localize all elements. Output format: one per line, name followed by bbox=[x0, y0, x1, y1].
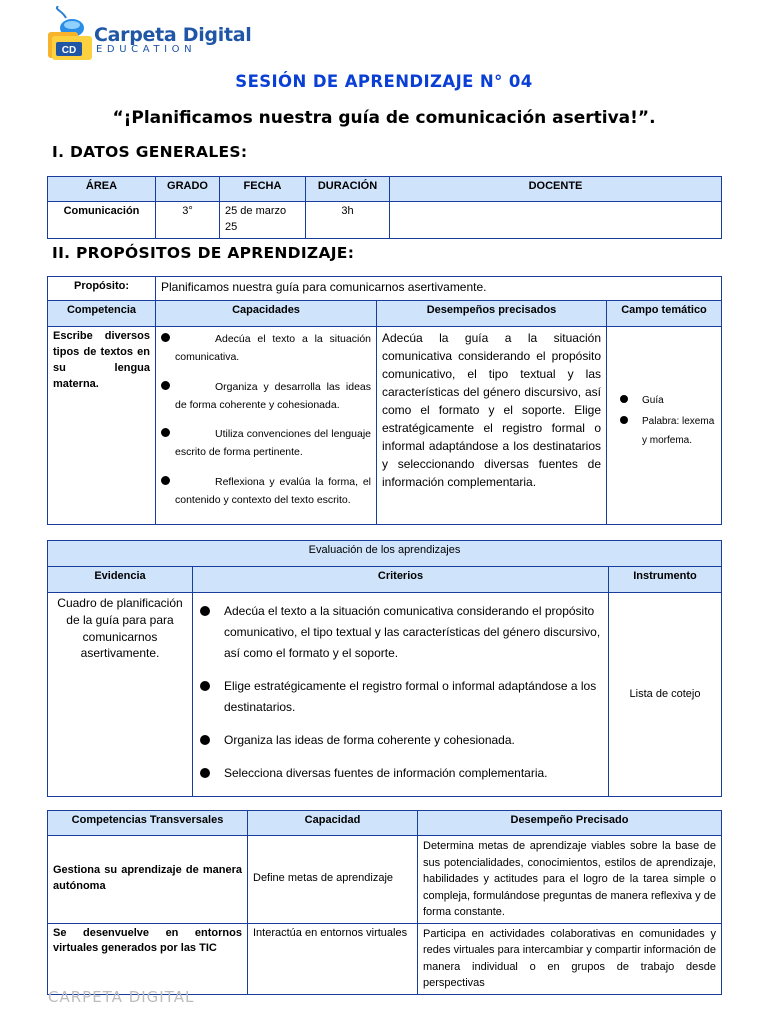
list-item: Palabra: lexema y morfema. bbox=[612, 412, 716, 450]
list-item: Guía bbox=[612, 391, 716, 410]
propositos-table bbox=[47, 276, 722, 525]
bullet-icon bbox=[620, 395, 628, 403]
criterios-cell bbox=[193, 593, 609, 797]
logo-subtitle: EDUCATION bbox=[96, 44, 197, 55]
bullet-icon bbox=[200, 768, 210, 778]
header-instrumento: Instrumento bbox=[609, 567, 722, 593]
datos-generales-table bbox=[47, 176, 722, 239]
transversal-competencia: Gestiona su aprendizaje de manera autónoma bbox=[48, 836, 248, 924]
header-capacidad: Capacidad bbox=[248, 811, 418, 836]
bullet-icon bbox=[200, 735, 210, 745]
list-item: Adecúa el texto a la situación comunicativa considerando el propósito comunicativo, el tipo textual y las características del género discursivo, así como el formato y el soporte. bbox=[198, 601, 603, 664]
header-grado: GRADO bbox=[156, 177, 220, 202]
header-area: ÁREA bbox=[48, 177, 156, 202]
bullet-icon bbox=[620, 416, 628, 424]
mouse-folder-logo-icon bbox=[46, 6, 96, 62]
bullet-icon bbox=[200, 681, 210, 691]
header-competencia: Competencia bbox=[48, 301, 156, 327]
list-item: Adecúa el texto a la situación comunicativa. bbox=[161, 331, 371, 367]
transversal-capacidad: Define metas de aprendizaje bbox=[248, 836, 418, 924]
transversal-competencia: Se desenvuelve en entornos virtuales generados por las TIC bbox=[48, 923, 248, 994]
header-desempenos: Desempeños precisados bbox=[377, 301, 607, 327]
header-campo-tematico: Campo temático bbox=[607, 301, 722, 327]
bullet-icon bbox=[200, 606, 210, 616]
value-duracion: 3h bbox=[306, 202, 390, 239]
criterios-list bbox=[198, 601, 603, 784]
value-grado: 3° bbox=[156, 202, 220, 239]
header-evidencia: Evidencia bbox=[48, 567, 193, 593]
bullet-icon bbox=[161, 476, 170, 485]
header-docente: DOCENTE bbox=[390, 177, 722, 202]
campo-tematico-list bbox=[612, 391, 716, 450]
competencia-text: Escribe diversos tipos de textos en su lengua materna. bbox=[48, 327, 156, 525]
campo-tematico-cell bbox=[607, 327, 722, 525]
page-title: SESIÓN DE APRENDIZAJE N° 04 bbox=[235, 72, 533, 91]
bullet-icon bbox=[161, 428, 170, 437]
list-item: Elige estratégicamente el registro formal o informal adaptándose a los destinatarios. bbox=[198, 676, 603, 718]
section-datos-generales: I. DATOS GENERALES: bbox=[52, 143, 248, 161]
table-row bbox=[48, 836, 722, 924]
desempenos-text: Adecúa la guía a la situación comunicativa considerando el propósito comunicativo, el tipo textual y las características del género discursivo, así como el formato y el soporte. Elige estratégicamente el registro formal o informal adaptándose a los destinatarios y seleccionando diversas fuentes de información complementaria. bbox=[377, 327, 607, 525]
list-item: Organiza las ideas de forma coherente y cohesionada. bbox=[198, 730, 603, 751]
capacidades-list bbox=[161, 331, 371, 510]
header-duracion: DURACIÓN bbox=[306, 177, 390, 202]
evaluacion-title: Evaluación de los aprendizajes bbox=[48, 541, 722, 567]
table-row bbox=[48, 923, 722, 994]
proposito-label: Propósito: bbox=[48, 277, 156, 301]
value-area: Comunicación bbox=[48, 202, 156, 239]
logo bbox=[46, 6, 252, 62]
bullet-icon bbox=[161, 381, 170, 390]
header-desempeno-precisado: Desempeño Precisado bbox=[418, 811, 722, 836]
header-fecha: FECHA bbox=[220, 177, 306, 202]
evidencia-text: Cuadro de planificación de la guía para para comunicarnos asertivamente. bbox=[48, 593, 193, 797]
list-item: Utiliza convenciones del lenguaje escrito de forma pertinente. bbox=[161, 426, 371, 462]
bullet-icon bbox=[161, 333, 170, 342]
footer-watermark: CARPETA DIGITAL bbox=[48, 988, 195, 1006]
transversal-capacidad: Interactúa en entornos virtuales bbox=[248, 923, 418, 994]
svg-text:CD: CD bbox=[61, 45, 77, 56]
transversal-desempeno: Determina metas de aprendizaje viables sobre la base de sus potencialidades, conocimientos, estilos de aprendizaje, habilidades y actitudes para el logro de la tarea simple o compleja, formulándose preguntas de manera reflexiva y de forma constante. bbox=[418, 836, 722, 924]
instrumento-text: Lista de cotejo bbox=[609, 593, 722, 797]
value-fecha: 25 de marzo 25 bbox=[220, 202, 306, 239]
transversal-desempeno: Participa en actividades colaborativas en comunidades y redes virtuales para intercambiar y compartir información de manera individual o en grupos de trabajo desde perspectivas bbox=[418, 923, 722, 994]
session-subtitle: “¡Planificamos nuestra guía de comunicación asertiva!”. bbox=[112, 108, 656, 128]
list-item: Organiza y desarrolla las ideas de forma coherente y cohesionada. bbox=[161, 379, 371, 415]
capacidades-cell bbox=[156, 327, 377, 525]
header-criterios: Criterios bbox=[193, 567, 609, 593]
evaluacion-table bbox=[47, 540, 722, 797]
value-docente bbox=[390, 202, 722, 239]
logo-brand: Carpeta Digital bbox=[94, 24, 252, 46]
list-item: Selecciona diversas fuentes de información complementaria. bbox=[198, 763, 603, 784]
header-competencias-transversales: Competencias Transversales bbox=[48, 811, 248, 836]
section-propositos: II. PROPÓSITOS DE APRENDIZAJE: bbox=[52, 244, 355, 262]
header-capacidades: Capacidades bbox=[156, 301, 377, 327]
transversales-table bbox=[47, 810, 722, 995]
proposito-text: Planificamos nuestra guía para comunicarnos asertivamente. bbox=[156, 277, 722, 301]
list-item: Reflexiona y evalúa la forma, el contenido y contexto del texto escrito. bbox=[161, 474, 371, 510]
